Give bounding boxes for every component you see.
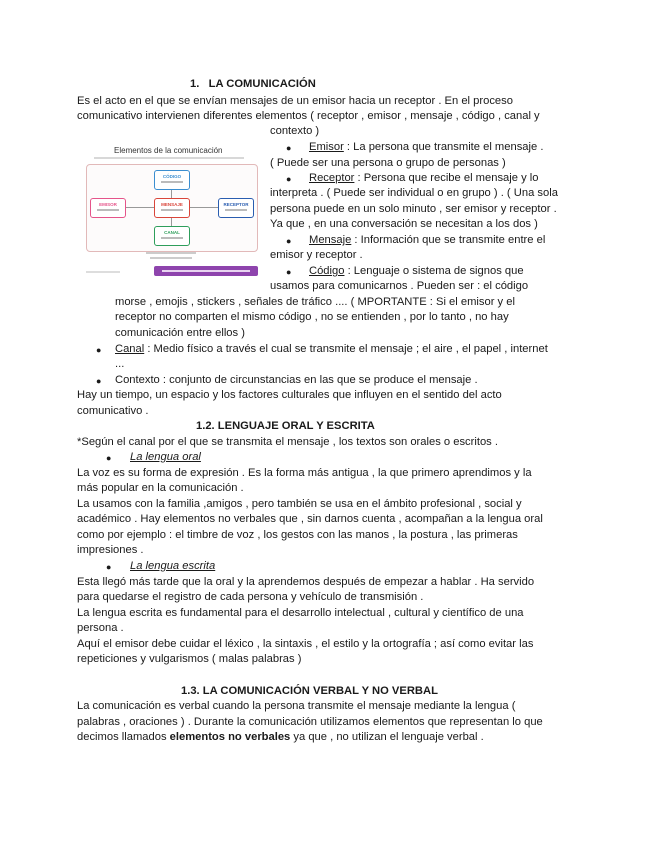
canal-term: Canal: [115, 343, 145, 355]
oral-line-5: como por ejemplo : el timbre de voz , los gestos con las manos , la postura , las primeras: [77, 529, 518, 541]
escrita-line-5: Aquí el emisor debe cuidar el léxico , la sintaxis , el estilo y la ortografía ; así como evitar las: [77, 638, 534, 650]
escrita-line-1: Esta llegó más tarde que la oral y la aprendemos después de empezar a hablar . Ha servido: [77, 576, 535, 588]
bullet-codigo: ●: [286, 267, 292, 277]
oral-line-2: más popular en la comunicación .: [77, 482, 244, 494]
section-2-intro: *Según el canal por el que se transmita el mensaje , los textos son orales o escritos .: [77, 436, 498, 448]
receptor-line-4: Ya que , en una conversación se necesitan a los dos ): [270, 218, 538, 230]
section-1-number: 1.: [190, 78, 200, 90]
emisor-term: Emisor: [309, 141, 344, 153]
diagram-box-canal: [154, 226, 190, 246]
intro-line-2: comunicativo intervienen diferentes elementos ( receptor , emisor , mensaje , código , canal y: [77, 110, 540, 122]
bullet-canal: ●: [96, 345, 102, 355]
escrita-line-3: La lengua escrita es fundamental para el desarrollo intelectual , cultural y científico de una: [77, 607, 524, 619]
emisor-line-1: [309, 140, 543, 154]
diagram-caption-line-2: [150, 257, 192, 259]
diagram-box-receptor: [218, 198, 254, 218]
mensaje-line-1: [309, 233, 545, 247]
diagram-box-emisor-label: EMISOR: [99, 202, 117, 207]
intro-line-1: Es el acto en el que se envían mensajes de un emisor hacia un receptor . En el proceso: [77, 95, 513, 107]
codigo-line-1: [309, 264, 524, 278]
contexto-line: Contexto : conjunto de circunstancias en las que se produce el mensaje .: [115, 374, 478, 386]
diagram-box-mensaje: [154, 198, 190, 218]
escrita-line-4: persona .: [77, 622, 124, 634]
section-3-line-3-before: decimos llamados: [77, 731, 170, 743]
codigo-term: Código: [309, 265, 345, 277]
diagram-box-emisor: [90, 198, 126, 218]
section-1-heading: [190, 77, 316, 91]
lengua-oral-heading: La lengua oral: [130, 451, 201, 463]
codigo-line-5: comunicación entre ellos ): [115, 327, 245, 339]
oral-line-3: La usamos con la familia ,amigos , pero también se usa en el ámbito profesional , social y: [77, 498, 522, 510]
codigo-text-1: : Lenguaje o sistema de signos que: [347, 265, 524, 277]
diagram-footer-bar: [154, 266, 258, 276]
receptor-line-3: persona puede en un solo minuto , ser emisor y receptor .: [270, 203, 557, 215]
emisor-text-1: : La persona que transmite el mensaje .: [346, 141, 544, 153]
elementos-no-verbales-bold: elementos no verbales: [169, 731, 291, 743]
codigo-line-4: receptor no comparten el mismo código , no se entienden , por lo tanto , no hay: [115, 311, 509, 323]
diagram-caption-line: [146, 252, 196, 254]
receptor-line-2: interpreta . ( Puede ser individual o en grupo ) . ( Una sola: [270, 187, 558, 199]
bullet-mensaje: ●: [286, 236, 292, 246]
closing-line-1: Hay un tiempo, un espacio y los factores culturales que influyen en el sentido del acto: [77, 389, 502, 401]
canal-line-1: [115, 342, 548, 356]
escrita-line-6: repeticiones y vulgarismos ( malas palabras ): [77, 653, 302, 665]
receptor-term: Receptor: [309, 172, 355, 184]
canal-text-1: : Medio físico a través el cual se transmite el mensaje ; el aire , el papel , internet: [147, 343, 548, 355]
bullet-lengua-oral: ●: [106, 453, 112, 463]
bullet-contexto: ●: [96, 376, 102, 386]
communication-diagram: [84, 140, 260, 280]
oral-line-6: impresiones .: [77, 544, 144, 556]
diagram-box-canal-label: CANAL: [164, 230, 180, 235]
mensaje-text-1: : Información que se transmite entre el: [354, 234, 546, 246]
receptor-line-1: [309, 171, 538, 185]
escrita-line-2: para quedarse el registro de cada persona y vehículo de transmisión .: [77, 591, 424, 603]
mensaje-line-2: emisor y receptor .: [270, 249, 363, 261]
codigo-line-2: usamos para comunicarnos . Pueden ser : el código: [270, 280, 529, 292]
emisor-line-2: ( Puede ser una persona o grupo de personas ): [270, 157, 506, 169]
diagram-box-codigo: [154, 170, 190, 190]
receptor-text-1: : Persona que recibe el mensaje y lo: [357, 172, 539, 184]
diagram-subtitle-line: [94, 157, 244, 159]
canal-line-2: ...: [115, 358, 125, 370]
section-1-title: LA COMUNICACIÓN: [208, 78, 316, 90]
diagram-box-receptor-label: RECEPTOR: [223, 202, 249, 207]
bullet-receptor: ●: [286, 174, 292, 184]
bullet-lengua-escrita: ●: [106, 562, 112, 572]
codigo-line-3: morse , emojis , stickers , señales de tráfico .... ( MPORTANTE : Si el emisor y el: [115, 296, 515, 308]
section-3-line-3-after: ya que , no utilizan el lenguaje verbal .: [290, 731, 484, 743]
lengua-escrita-heading: La lengua escrita: [130, 560, 216, 572]
oral-line-1: La voz es su forma de expresión . Es la forma más antigua , la que primero aprendimos y la: [77, 467, 532, 479]
intro-line-3: contexto ): [270, 125, 320, 137]
closing-line-2: comunicativo .: [77, 405, 149, 417]
mensaje-term: Mensaje: [309, 234, 352, 246]
section-3-heading: 1.3. LA COMUNICACIÓN VERBAL Y NO VERBAL: [181, 685, 438, 697]
diagram-box-mensaje-label: MENSAJE: [161, 202, 183, 207]
bullet-emisor: ●: [286, 143, 292, 153]
section-3-line-1: La comunicación es verbal cuando la persona transmite el mensaje mediante la lengua (: [77, 700, 516, 712]
diagram-footnote-line: [86, 271, 120, 273]
diagram-box-codigo-label: CÓDIGO: [162, 174, 182, 179]
section-2-heading: 1.2. LENGUAJE ORAL Y ESCRITA: [196, 420, 375, 432]
section-3-line-3: [77, 730, 484, 744]
section-3-line-2: palabras , oraciones ) . Durante la comunicación utilizamos elementos que representan lo que: [77, 716, 543, 728]
oral-line-4: académico . Hay elementos no verbales que , sin darnos cuenta , acompañan a la lengua oral: [77, 513, 543, 525]
diagram-title: Elementos de la comunicación: [114, 146, 223, 155]
